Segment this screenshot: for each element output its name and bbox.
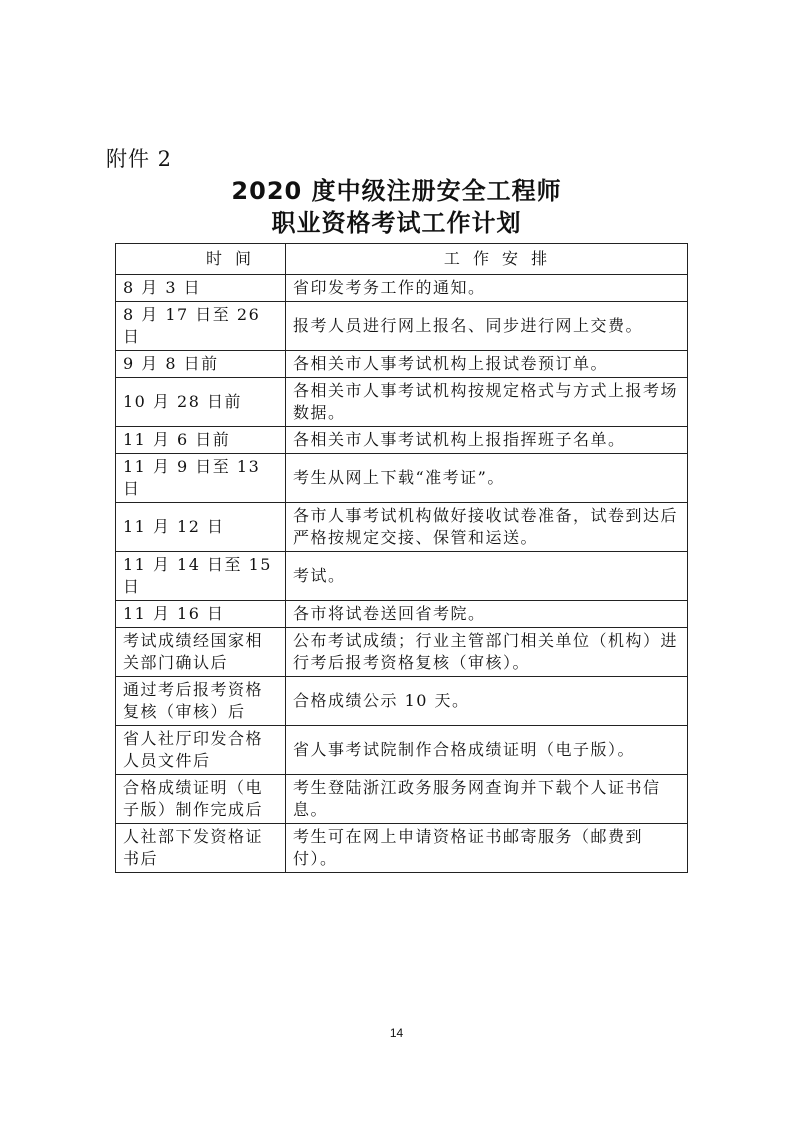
cell-time: 11 月 12 日 <box>116 503 286 552</box>
schedule-table <box>115 243 688 873</box>
cell-work: 各市人事考试机构做好接收试卷准备，试卷到达后严格按规定交接、保管和运送。 <box>286 503 688 552</box>
document-title-line2: 职业资格考试工作计划 <box>271 209 522 237</box>
cell-time: 8 月 3 日 <box>116 275 286 302</box>
cell-work: 公布考试成绩；行业主管部门相关单位（机构）进行考后报考资格复核（审核）。 <box>286 628 688 677</box>
cell-time: 11 月 14 日至 15 日 <box>116 552 286 601</box>
page-number: 14 <box>389 1026 404 1040</box>
cell-time: 11 月 16 日 <box>116 601 286 628</box>
cell-time: 考试成绩经国家相关部门确认后 <box>116 628 286 677</box>
table-row <box>116 552 688 601</box>
cell-time: 通过考后报考资格复核（审核）后 <box>116 677 286 726</box>
table-row <box>116 824 688 873</box>
cell-work: 省印发考务工作的通知。 <box>286 275 688 302</box>
table-row <box>116 351 688 378</box>
cell-work: 各相关市人事考试机构按规定格式与方式上报考场数据。 <box>286 378 688 427</box>
table-row <box>116 454 688 503</box>
table-row <box>116 775 688 824</box>
cell-time: 省人社厅印发合格人员文件后 <box>116 726 286 775</box>
table-row <box>116 726 688 775</box>
document-title-line1: 2020 度中级注册安全工程师 <box>231 177 562 205</box>
cell-time: 9 月 8 日前 <box>116 351 286 378</box>
cell-time: 11 月 9 日至 13 日 <box>116 454 286 503</box>
table-row <box>116 302 688 351</box>
column-header-time: 时 间 <box>116 244 286 275</box>
cell-time: 11 月 6 日前 <box>116 427 286 454</box>
table-row <box>116 601 688 628</box>
column-header-work: 工 作 安 排 <box>286 244 688 275</box>
cell-work: 合格成绩公示 10 天。 <box>286 677 688 726</box>
cell-work: 报考人员进行网上报名、同步进行网上交费。 <box>286 302 688 351</box>
attachment-label: 附件 2 <box>106 147 173 171</box>
cell-work: 考生从网上下载“准考证”。 <box>286 454 688 503</box>
table-row <box>116 275 688 302</box>
cell-time: 人社部下发资格证书后 <box>116 824 286 873</box>
cell-work: 考生登陆浙江政务服务网查询并下载个人证书信息。 <box>286 775 688 824</box>
cell-work: 省人事考试院制作合格成绩证明（电子版）。 <box>286 726 688 775</box>
cell-work: 各相关市人事考试机构上报试卷预订单。 <box>286 351 688 378</box>
cell-time: 8 月 17 日至 26 日 <box>116 302 286 351</box>
cell-work: 考试。 <box>286 552 688 601</box>
cell-work: 各相关市人事考试机构上报指挥班子名单。 <box>286 427 688 454</box>
cell-time: 合格成绩证明（电子版）制作完成后 <box>116 775 286 824</box>
table-row <box>116 628 688 677</box>
cell-work: 考生可在网上申请资格证书邮寄服务（邮费到付）。 <box>286 824 688 873</box>
table-row <box>116 677 688 726</box>
cell-time: 10 月 28 日前 <box>116 378 286 427</box>
table-row <box>116 503 688 552</box>
table-body <box>116 275 688 873</box>
table-row <box>116 427 688 454</box>
table-row <box>116 378 688 427</box>
cell-work: 各市将试卷送回省考院。 <box>286 601 688 628</box>
table-header-row <box>116 244 688 275</box>
